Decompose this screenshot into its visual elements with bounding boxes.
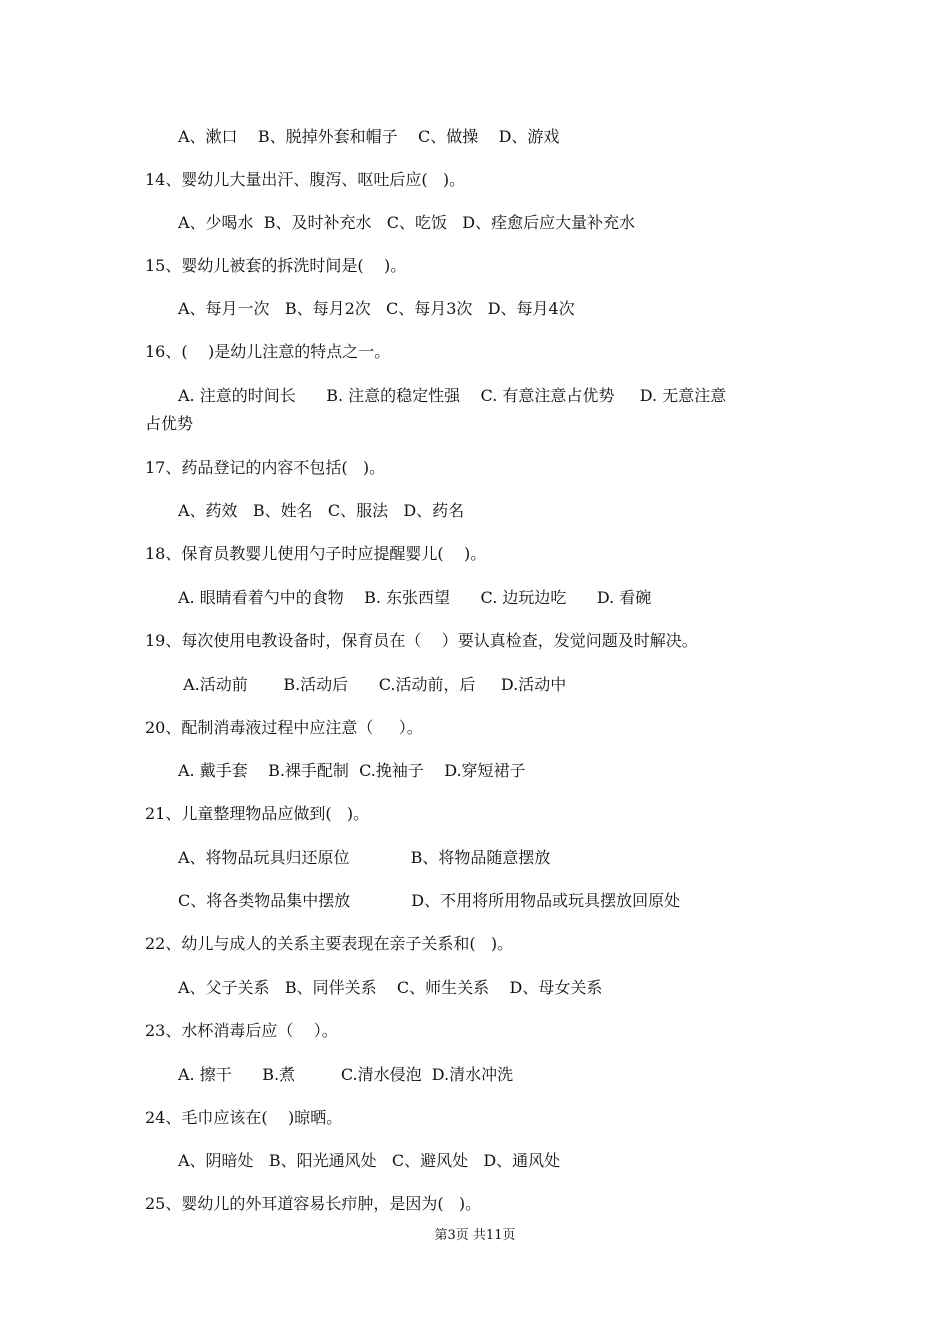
answer-options: C、将各类物品集中摆放 D、不用将所用物品或玩具摆放回原处 xyxy=(178,891,681,910)
answer-options: A. 眼睛看着勺中的食物 B. 东张西望 C. 边玩边吃 D. 看碗 xyxy=(178,588,652,607)
question-text: 23、水杯消毒后应（ ）。 xyxy=(145,1021,338,1040)
page-footer: 第3页 共11页 xyxy=(434,1228,516,1243)
answer-options: A.活动前 B.活动后 C.活动前，后 D.活动中 xyxy=(178,675,567,694)
answer-options: A. 戴手套 B.裸手配制 C.挽袖子 D.穿短裙子 xyxy=(178,761,526,780)
answer-options: A、药效 B、姓名 C、服法 D、药名 xyxy=(178,501,465,520)
question-text: 19、每次使用电教设备时，保育员在（ ）要认真检查，发觉问题及时解决。 xyxy=(145,631,698,650)
question-text: 20、配制消毒液过程中应注意（ ）。 xyxy=(145,718,423,737)
question-text: 22、幼儿与成人的关系主要表现在亲子关系和( )。 xyxy=(145,934,514,953)
question-text: 25、婴幼儿的外耳道容易长疖肿，是因为( )。 xyxy=(145,1194,482,1213)
question-text: 15、婴幼儿被套的拆洗时间是( )。 xyxy=(145,256,407,275)
question-text: 18、保育员教婴儿使用勺子时应提醒婴儿( )。 xyxy=(145,544,487,563)
answer-options: A、父子关系 B、同伴关系 C、师生关系 D、母女关系 xyxy=(178,978,603,997)
answer-options: A、阴暗处 B、阳光通风处 C、避风处 D、通风处 xyxy=(178,1151,561,1170)
question-text: 21、儿童整理物品应做到( )。 xyxy=(145,804,370,823)
question-text: 24、毛巾应该在( )晾晒。 xyxy=(145,1108,343,1127)
question-text: 14、婴幼儿大量出汗、腹泻、呕吐后应( )。 xyxy=(145,170,466,189)
answer-options: A、漱口 B、脱掉外套和帽子 C、做操 D、游戏 xyxy=(178,127,560,146)
question-text: 17、药品登记的内容不包括( )。 xyxy=(145,458,386,477)
answer-options: A、少喝水 B、及时补充水 C、吃饭 D、痊愈后应大量补充水 xyxy=(178,213,636,232)
continuation-text: 占优势 xyxy=(145,414,194,433)
answer-options: A、每月一次 B、每月2次 C、每月3次 D、每月4次 xyxy=(178,299,575,318)
answer-options: A、将物品玩具归还原位 B、将物品随意摆放 xyxy=(178,848,551,867)
answer-options: A. 注意的时间长 B. 注意的稳定性强 C. 有意注意占优势 D. 无意注意 xyxy=(178,386,727,405)
answer-options: A. 擦干 B.煮 C.清水侵泡 D.清水冲洗 xyxy=(178,1065,514,1084)
question-text: 16、( )是幼儿注意的特点之一。 xyxy=(145,342,391,361)
